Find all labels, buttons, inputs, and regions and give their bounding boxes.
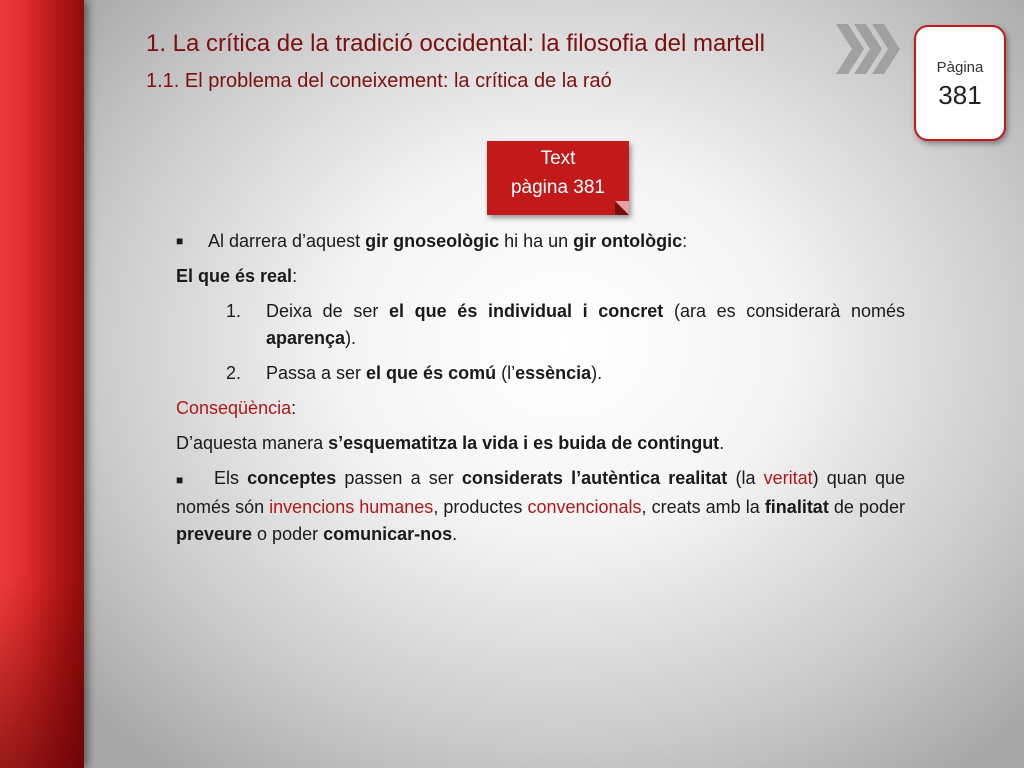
- numbered-item-1: 1. Deixa de ser el que és individual i concret (ara es considerarà només aparença).: [226, 301, 905, 348]
- sidebar-shade: [0, 578, 84, 768]
- daquesta-manera-line: D’aquesta manera s’esquematitza la vida i es buida de contingut.: [176, 433, 725, 453]
- bullet-conceptes: ■ Els conceptes passen a ser considerats l’autèntica realitat (la veritat) quan que només són invencions humanes, productes convencionals, creats amb la finalitat de poder preveure o poder comunicar-nos.: [176, 468, 906, 544]
- consequencia-heading: Conseqüència:: [176, 398, 297, 418]
- text-box-line2: pàgina 381: [510, 177, 606, 198]
- bullet-text: Al darrera d’aquest gir gnoseològic hi ha un gir ontològic:: [208, 231, 688, 251]
- page-number: 381: [938, 80, 982, 110]
- text-reference-box: [487, 141, 629, 215]
- slide-subtitle: 1.1. El problema del coneixement: la crítica de la raó: [146, 70, 612, 92]
- square-bullet-icon: ■: [176, 473, 184, 487]
- page-fold-corner: [615, 201, 629, 215]
- text-box-line1: Text: [540, 148, 576, 169]
- slide-title: 1. La crítica de la tradició occidental: la filosofia del martell: [146, 30, 765, 57]
- slide-content: [176, 228, 905, 548]
- page-label: Pàgina: [936, 59, 984, 76]
- sidebar-band: [0, 0, 84, 768]
- chevron-arrows-icon: [836, 22, 914, 76]
- el-que-es-real: El que és real:: [176, 266, 298, 286]
- numbered-item-2: 2. Passa a ser el que és comú (l’essència).: [226, 363, 603, 383]
- page-number-badge: [914, 25, 1006, 141]
- bullet-gir-ontologic: [176, 228, 905, 255]
- square-bullet-icon: ■: [176, 234, 184, 248]
